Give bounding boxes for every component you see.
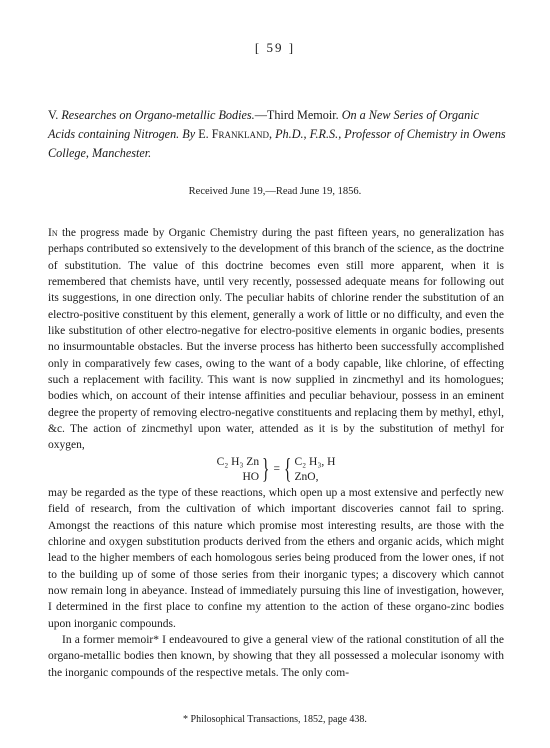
title-part1: Researches on Organo-metallic Bodies. [61, 108, 255, 122]
paragraph-1-text: the progress made by Organic Chemistry during the past fifteen years, no generalization has perhaps contributed so extensively to the development of this branch of the science, as the doctrine of substitution. The value of this doctrine becomes even still more apparent, when it is remembered that chemists have, until very recently, possessed adequate means for following out its suggestions, in one direction only. The peculiar habits of chlorine render the substitution of an electro-positive constituent by this element, generally a work of little or no difficulty, and even the like substitution of other electro-negative for electro-positive elements in organic bodies, presents no insurmountable obstacles. But the inverse process has hitherto been successfully accomplished only in comparatively few cases, owing to the want of a body capable, like chlorine, of effecting such a replacement with facility. This want is now supplied in zincmethyl and its homologues; bodies which, on account of their intense affinities and peculiar behaviour, possess in an eminent degree the property of removing electro-negative constituents and replacing them by methyl, ethyl, &c. The action of zincmethyl upon water, attended as it is by the substitution of methyl for oxygen, [48, 227, 504, 452]
article-title [48, 106, 508, 163]
equals-sign: = [273, 463, 281, 476]
article-body [48, 225, 504, 681]
title-by: By [182, 127, 196, 141]
formula-rhs-top: C₂ H₃, H [294, 455, 336, 468]
left-brace-symbol: { [284, 453, 292, 485]
paragraph-2: may be regarded as the type of these reactions, which open up a most extensive and perfectly new field of research, from the cultivation of which important discoveries cannot fail to spring. Amongst the reactions of this nature which promise most interesting results, are those with the chlorine and oxygen substitution products derived from the ethers and organic acids, which might lead to the higher members of each homologous series being produced from the lower ones, if not to the building up of some of those series from their inorganic types; a discovery which cannot now remain long in abeyance. Instead of immediately pursuing this line of investigation, however, I determined in the first place to confine my attention to the action of these organo-zinc bodies upon inorganic compounds. [48, 486, 504, 630]
article-numeral: V. [48, 108, 59, 122]
right-brace-symbol: } [262, 453, 270, 485]
received-date: Received June 19,—Read June 19, 1856. [188, 186, 362, 197]
formula-rhs-bottom: ZnO, [294, 470, 319, 483]
footnote: * Philosophical Transactions, 1852, page 438. [183, 714, 367, 725]
formula-lhs-top: C₂ H₃ Zn [216, 455, 260, 468]
author-credentials: Ph.D., F.R.S., Professor of Chemistry in Owens College, Manchester. [48, 127, 506, 160]
title-part2: —Third Memoir. [254, 108, 339, 122]
paragraph-1-lead: In [48, 227, 58, 239]
page-number: [ 59 ] [254, 40, 296, 55]
paragraph-1 [48, 225, 504, 454]
paragraph-3: In a former memoir* I endeavoured to give a general view of the rational constitution of all the organo-metallic bodies then known, by showing that they all possessed a molecular isonomy with the inorganic compounds of the respective metals. The only com- [48, 633, 504, 679]
formula-rhs [295, 455, 336, 485]
chemical-equation [48, 455, 504, 485]
author-name: E. Frankland, [198, 127, 273, 141]
title-part3: On a New Series of Organic Acids containing Nitrogen. [48, 108, 480, 141]
formula-lhs [217, 455, 260, 485]
formula-lhs-bottom: HO [242, 470, 260, 483]
